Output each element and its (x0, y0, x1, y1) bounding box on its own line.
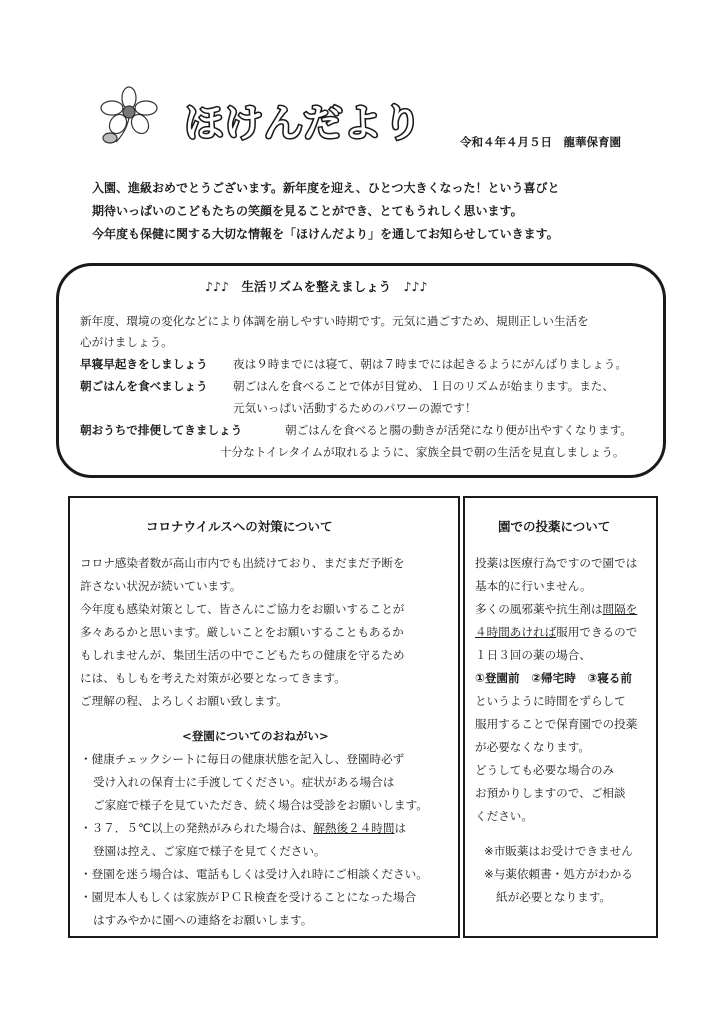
svg-text:ほけんだより: ほけんだより (184, 101, 422, 145)
corona-line: 多々あるかと思います。厳しいことをお願いすることもあるか (80, 625, 404, 639)
medicine-underlined-text: 間隔を (602, 602, 638, 616)
request-line: 受け入れの保育士に手渡してください。症状がある場合は (93, 775, 395, 789)
corona-line: 許さない状況が続いています。 (80, 579, 242, 593)
rhythm-item-text: 朝ごはんを食べることで体が目覚め、１日のリズムが始まります。また、 (233, 379, 614, 393)
medicine-line (475, 602, 637, 616)
medicine-note: ※与薬依頼書・処方がわかる (484, 867, 633, 881)
medicine-text: 服用できるので (556, 625, 638, 639)
intro-line: 入園、進級おめでとうございます。新年度を迎え、ひとつ大きくなった！という喜びと (92, 181, 560, 195)
intro-line: 今年度も保健に関する大切な情報を「ほけんだより」を通してお知らせしていきます。 (92, 227, 559, 241)
flower-illustration (96, 84, 162, 148)
request-line: ・園児本人もしくは家族がＰＣＲ検査を受けることになった場合 (80, 890, 417, 904)
medicine-line (475, 625, 637, 639)
rhythm-item-text: 夜は９時までには寝て、朝は７時までには起きるようにがんばりましょう。 (233, 357, 627, 371)
request-line: 登園は控え、ご家庭で様子を見てください。 (93, 844, 326, 858)
rhythm-intro-line: 心がけましょう。 (80, 335, 173, 349)
rhythm-item-heading: 早寝早起きをしましょう (80, 357, 208, 371)
medicine-line: 服用することで保育園での投薬 (475, 717, 638, 731)
rhythm-item-text: 十分なトイレタイムが取れるように、家族全員で朝の生活を見直しましょう。 (220, 445, 625, 459)
corona-line: ご理解の程、よろしくお願い致します。 (80, 694, 288, 708)
newsletter-title (180, 92, 425, 148)
date-and-school: 令和４年４月５日 龍華保育園 (460, 135, 621, 149)
rhythm-item-heading: 朝おうちで排便してきましょう (80, 423, 243, 437)
medicine-text: 多くの風邪薬や抗生剤は (475, 602, 603, 616)
request-line: はすみやかに園への連絡をお願いします。 (93, 913, 313, 927)
request-text: は (394, 821, 407, 835)
intro-line: 期待いっぱいのこどもたちの笑顔を見ることができ、とてもうれしく思います。 (92, 204, 523, 218)
life-rhythm-title: ♪♪♪ 生活リズムを整えましょう ♪♪♪ (205, 279, 428, 294)
request-line: ・健康チェックシートに毎日の健康状態を記入し、登園時必ず (80, 752, 405, 766)
rhythm-item-heading: 朝ごはんを食べましょう (80, 379, 208, 393)
medicine-line: が必要なくなります。 (475, 740, 591, 754)
medicine-underlined-text: ４時間あければ (475, 625, 557, 639)
rhythm-item-text: 元気いっぱい活動するためのパワーの源です！ (233, 401, 477, 415)
corona-title: コロナウイルスへの対策について (146, 519, 333, 534)
medicine-line: 基本的に行いません。 (475, 579, 592, 593)
attendance-request-title: <登園についてのおねがい> (182, 729, 329, 743)
medicine-timing-line: ①登園前 ②帰宅時 ③寝る前 (475, 671, 632, 685)
medicine-note: 紙が必要となります。 (496, 890, 612, 904)
rhythm-intro-line: 新年度、環境の変化などにより体調を崩しやすい時期です。元気に過ごすため、規則正しい生活を (80, 314, 589, 328)
rhythm-item-text: 朝ごはんを食べると腸の動きが活発になり便が出やすくなります。 (285, 423, 632, 437)
medicine-line: 投薬は医療行為ですので園では (475, 556, 638, 570)
request-line: ・登園を迷う場合は、電話もしくは受け入れ時にご相談ください。 (80, 867, 428, 881)
medicine-line: というように時間をずらして (475, 694, 626, 708)
corona-line: には、もしもを考えた対策が必要となってきます。 (80, 671, 346, 685)
corona-line: もしれませんが、集団生活の中でこどもたちの健康を守るため (80, 648, 405, 662)
medicine-title: 園での投薬について (498, 519, 611, 534)
request-text: ・３７．５℃以上の発熱がみられた場合は、 (80, 821, 314, 835)
corona-line: 今年度も感染対策として、皆さんにご協力をお願いすることが (80, 602, 405, 616)
medicine-line: １日３回の薬の場合、 (475, 648, 591, 662)
medicine-line: どうしても必要な場合のみ (475, 763, 615, 777)
medicine-line: ください。 (475, 809, 533, 823)
request-underlined-text: 解熱後２４時間 (313, 821, 395, 835)
medicine-line: お預かりしますので、ご相談 (475, 786, 626, 800)
corona-line: コロナ感染者数が高山市内でも出続けており、まだまだ予断を (80, 556, 405, 570)
medicine-note: ※市販薬はお受けできません (484, 844, 633, 858)
request-line (80, 821, 406, 835)
request-line: ご家庭で様子を見ていただき、続く場合は受診をお願いします。 (93, 798, 428, 812)
